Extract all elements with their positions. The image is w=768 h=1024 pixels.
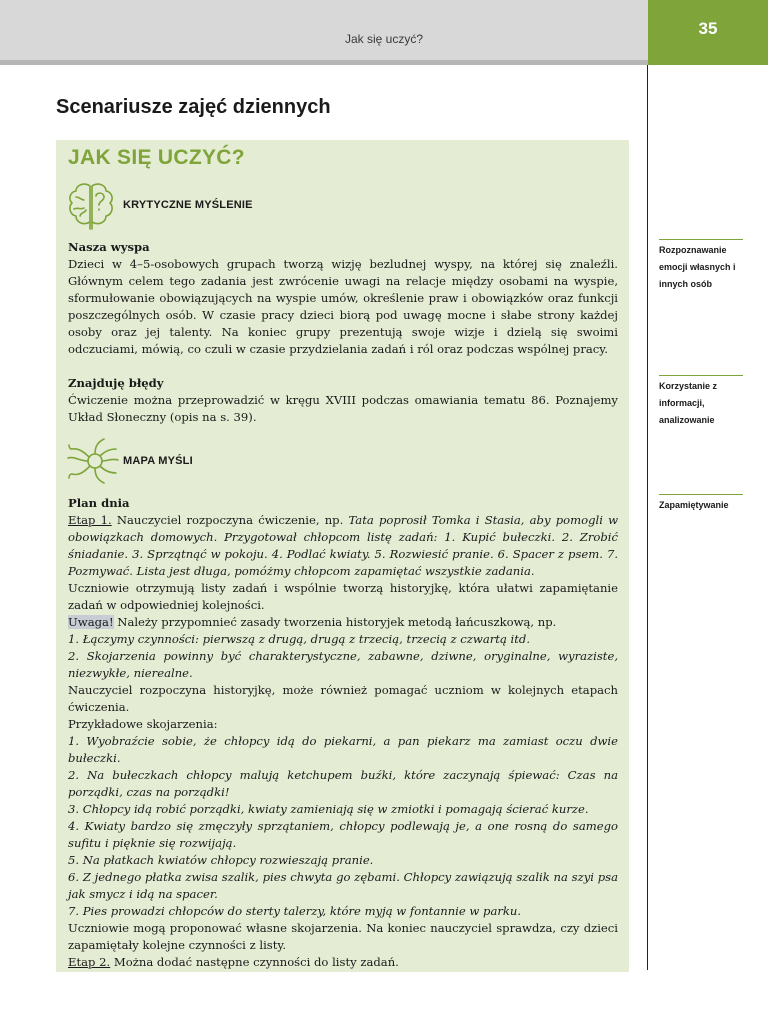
side-note-information: Korzystanie z informacji, analizowanie [659, 375, 743, 429]
panel-title: JAK SIĘ UCZYĆ? [68, 146, 245, 169]
exercise-title: Znajduję błędy [68, 376, 164, 390]
skill-label-critical-thinking: KRYTYCZNE MYŚLENIE [123, 199, 253, 211]
example-item: 4. Kwiaty bardzo się zmęczyły sprzątaniem, chłopcy podlewają je, a one rosną do samego sufitu i pięknie się rozwijają. [68, 819, 618, 850]
exercise-find-errors [68, 375, 618, 426]
running-head: Jak się uczyć? [344, 32, 424, 46]
example-item: 2. Na bułeczkach chłopcy malują ketchupem buźki, które zaczynają śpiewać: Czas na porządki, czas na porządki! [68, 768, 618, 799]
example-item: 1. Wyobraźcie sobie, że chłopcy idą do piekarni, a pan piekarz ma zamiast oczu dwie bułeczki. [68, 734, 618, 765]
margin-divider [647, 65, 648, 970]
note-paragraph [68, 614, 618, 631]
note-label: Uwaga! [68, 615, 114, 629]
example-item: 3. Chłopcy idą robić porządki, kwiaty zamieniają się w zmiotki i pomagają ścierać kurze. [68, 802, 589, 816]
header-rule [0, 60, 648, 65]
rule-item: 2. Skojarzenia powinny być charakterystyczne, zabawne, dziwne, oryginalne, wyraziste, niezwykłe, nierealne. [68, 649, 618, 680]
students-paragraph: Uczniowie otrzymują listy zadań i wspólnie tworzą historyjkę, która ułatwi zapamiętanie zadań w odpowiedniej kolejności. [68, 581, 618, 612]
example-item: 6. Z jednego płatka zwisa szalik, pies chwyta go zębami. Chłopcy zawiązują szalik na szyi psa jak smycz i idą na spacer. [68, 870, 618, 901]
exercise-our-island [68, 239, 618, 358]
closing-paragraph: Uczniowie mogą proponować własne skojarzenia. Na koniec nauczyciel sprawdza, czy dzieci zapamiętały kolejne czynności z listy. [68, 921, 618, 952]
rule-item: 1. Łączymy czynności: pierwszą z drugą, drugą z trzecią, trzecią z czwartą itd. [68, 632, 531, 646]
header-band [0, 0, 648, 60]
stage-1-label: Etap 1. [68, 513, 112, 527]
exercise-body: Ćwiczenie można przeprowadzić w kręgu XVIII podczas omawiania tematu 86. Poznajemy Układ Słoneczny (opis na s. 39). [68, 393, 618, 424]
exercise-body: Dzieci w 4–5-osobowych grupach tworzą wizję bezludnej wyspy, na której się znaleźli. Głównym celem tego zadania jest zwrócenie uwagi na relacje między osobami na wyspie, sformułowanie obowiązujących na wyspie umów, określenie praw i obowiązków oraz funkcji poszczególnych osób. W czasie pracy dzieci biorą pod uwagę mocne i słabe strony każdej osoby oraz jej talenty. Na koniec grupy prezentują swoje wizje i dzielą się swoimi odczuciami, mówią, co czuli w czasie przydzielania zadań i ról oraz podczas wspólnej pracy. [68, 257, 618, 356]
note-text: Należy przypomnieć zasady tworzenia historyjek metodą łańcuszkową, np. [113, 615, 557, 629]
section-title: Scenariusze zajęć dziennych [56, 96, 331, 118]
brain-question-icon [66, 180, 116, 232]
exercise-title: Plan dnia [68, 496, 130, 510]
stage-1-story: Tata poprosił Tomka i Stasia, aby pomogli w obowiązkach domowych. Przygotował chłopcom listę zadań: 1. Kupić bułeczki. 2. Zrobić śniadanie. 3. Sprzątnąć w pokoju. 4. Podlać kwiaty. 5. Rozwiesić pranie. 6. Spacer z psem. 7. Pozmywać. Lista jest długa, pomóżmy chłopcom zapamiętać wszystkie zadania. [68, 513, 618, 578]
side-note-memorizing: Zapamiętywanie [659, 494, 743, 514]
exercise-day-plan [68, 495, 618, 971]
example-item: 7. Pies prowadzi chłopców do sterty talerzy, które myją w fontannie w parku. [68, 904, 522, 918]
page-number: 35 [648, 0, 768, 65]
teacher-paragraph: Nauczyciel rozpoczyna historyjkę, może również pomagać uczniom w kolejnych etapach ćwiczenia. [68, 683, 618, 714]
stage-2-text: Można dodać następne czynności do listy zadań. [110, 955, 399, 969]
stage-2-label: Etap 2. [68, 955, 111, 969]
stage-1-paragraph [68, 512, 618, 580]
stage-2-paragraph [68, 954, 618, 971]
side-note-emotions: Rozpoznawanie emocji własnych i innych osób [659, 239, 743, 293]
example-item: 5. Na płatkach kwiatów chłopcy rozwieszają pranie. [68, 853, 374, 867]
examples-label: Przykładowe skojarzenia: [68, 717, 218, 731]
skill-label-mind-map: MAPA MYŚLI [123, 455, 193, 467]
stage-1-intro: Nauczyciel rozpoczyna ćwiczenie, np. [111, 513, 349, 527]
mind-map-icon [66, 436, 120, 486]
exercise-title: Nasza wyspa [68, 240, 150, 254]
